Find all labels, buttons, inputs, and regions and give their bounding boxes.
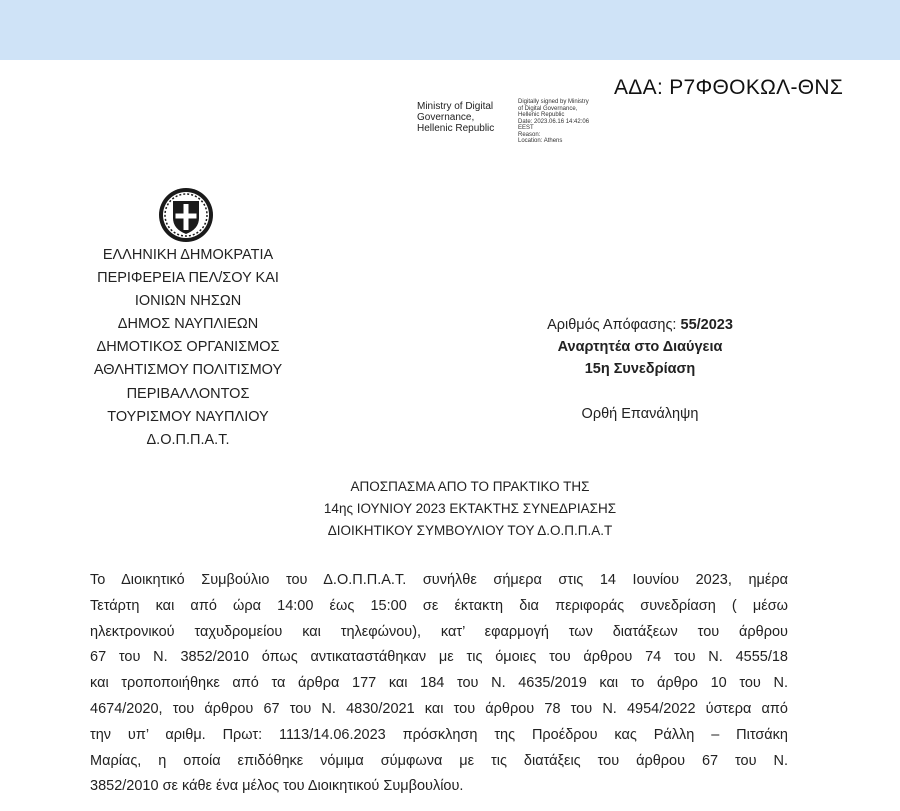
- greek-coat-of-arms-icon: [157, 186, 215, 244]
- diavgeia-note: [490, 336, 790, 358]
- signature-signer: [417, 101, 494, 134]
- org-line: ΤΟΥΡΙΣΜΟΥ ΝΑΥΠΛΙΟΥ: [107, 408, 269, 425]
- org-line: ΠΕΡΙΦΕΡΕΙΑ ΠΕΛ/ΣΟΥ ΚΑΙ: [97, 270, 279, 287]
- signature-detail-line: Location: Athens: [518, 138, 563, 144]
- org-line: ΙΟΝΙΩΝ ΝΗΣΩΝ: [134, 293, 242, 310]
- body-line: Μαρίας, η οποία επιδόθηκε νόμιμα σύμφωνα με τις διατάξεις του άρθρου 67 του Ν.: [90, 752, 788, 769]
- signer-line: Hellenic Republic: [417, 123, 495, 134]
- org-line: ΑΘΛΗΤΙΣΜΟΥ ΠΟΛΙΤΙΣΜΟΥ: [93, 362, 283, 379]
- signer-line: Governance,: [417, 112, 475, 123]
- correction-note: Ορθή Επανάληψη: [581, 406, 699, 422]
- body-line: Το Διοικητικό Συμβούλιο του Δ.Ο.Π.Π.Α.Τ. συνήλθε σήμερα στις 14 Ιουνίου 2023, ημέρα: [90, 572, 788, 588]
- excerpt-line: ΑΠΟΣΠΑΣΜΑ ΑΠΟ ΤΟ ΠΡΑΚΤΙΚΟ ΤΗΣ: [350, 479, 590, 494]
- body-line: την υπ’ αριθμ. Πρωτ: 1113/14.06.2023 πρόσκληση της Προέδρου κας Ράλλη – Πιτσάκη: [90, 726, 788, 743]
- decision-number-label: Αριθμός Απόφασης:: [547, 317, 677, 333]
- body-line: 4674/2020, του άρθρου 67 του Ν. 4830/2021 και του άρθρου 78 του Ν. 4954/2022 ύστερα από: [90, 700, 788, 717]
- org-line: Δ.Ο.Π.Π.Α.Τ.: [146, 431, 230, 448]
- diavgeia-text: Αναρτητέα στο Διαύγεια: [557, 339, 723, 355]
- body-line: 67 του Ν. 3852/2010 όπως αντικαταστάθηκαν με τις όμοιες του άρθρου 74 του Ν. 4555/18: [90, 649, 788, 666]
- excerpt-line: ΔΙΟΙΚΗΤΙΚΟΥ ΣΥΜΒΟΥΛΙΟΥ ΤΟΥ Δ.Ο.Π.Π.Α.Τ: [327, 523, 613, 538]
- signature-detail-line: Date: 2023.06.16 14:42:06: [518, 118, 590, 125]
- org-line: ΔΗΜΟΤΙΚΟΣ ΟΡΓΑΝΙΣΜΟΣ: [96, 339, 280, 356]
- decision-info: [490, 314, 790, 380]
- signature-detail-line: of Digital Governance,: [518, 105, 578, 112]
- organization-header: [70, 244, 306, 452]
- body-line: Τετάρτη και από ώρα 14:00 έως 15:00 σε έκτακτη δια περιφοράς συνεδρίαση ( μέσω: [90, 597, 788, 614]
- session-number: [490, 358, 790, 380]
- signature-details: [518, 99, 589, 145]
- body-line: 3852/2010 σε κάθε ένα μέλος του Διοικητικού Συμβουλίου.: [90, 778, 464, 795]
- decision-number-value: 55/2023: [680, 317, 733, 333]
- body-line: και τροποποιήθηκε από τα άρθρα 177 και 184 του Ν. 4635/2019 και το άρθρο 10 του Ν.: [90, 675, 788, 692]
- decision-number: [490, 314, 790, 336]
- org-line: ΕΛΛΗΝΙΚΗ ΔΗΜΟΚΡΑΤΙΑ: [102, 247, 274, 263]
- signature-detail-line: EEST: [518, 125, 534, 131]
- minutes-body: [90, 568, 788, 800]
- excerpt-line: 14ης ΙΟΥΝΙΟΥ 2023 ΕΚΤΑΚΤΗΣ ΣΥΝΕΔΡΙΑΣΗΣ: [323, 501, 617, 516]
- org-line: ΠΕΡΙΒΑΛΛΟΝΤΟΣ: [126, 385, 250, 402]
- signer-line: Ministry of Digital: [417, 101, 494, 112]
- body-line: ηλεκτρονικού ταχυδρομείου και τηλεφώνου), κατ’ εφαρμογή των διατάξεων του άρθρου: [90, 623, 788, 640]
- session-text: 15η Συνεδρίαση: [584, 361, 696, 377]
- signature-detail-line: Hellenic Republic: [518, 112, 565, 118]
- signature-detail-line: Reason:: [518, 131, 541, 138]
- ada-code: ΑΔΑ: Ρ7ΦΘΟΚΩΛ-ΘΝΣ: [614, 76, 844, 99]
- excerpt-title: [230, 476, 710, 542]
- top-banner: [0, 0, 900, 60]
- org-line: ΔΗΜΟΣ ΝΑΥΠΛΙΕΩΝ: [117, 316, 259, 333]
- signature-detail-line: Digitally signed by Ministry: [518, 99, 589, 105]
